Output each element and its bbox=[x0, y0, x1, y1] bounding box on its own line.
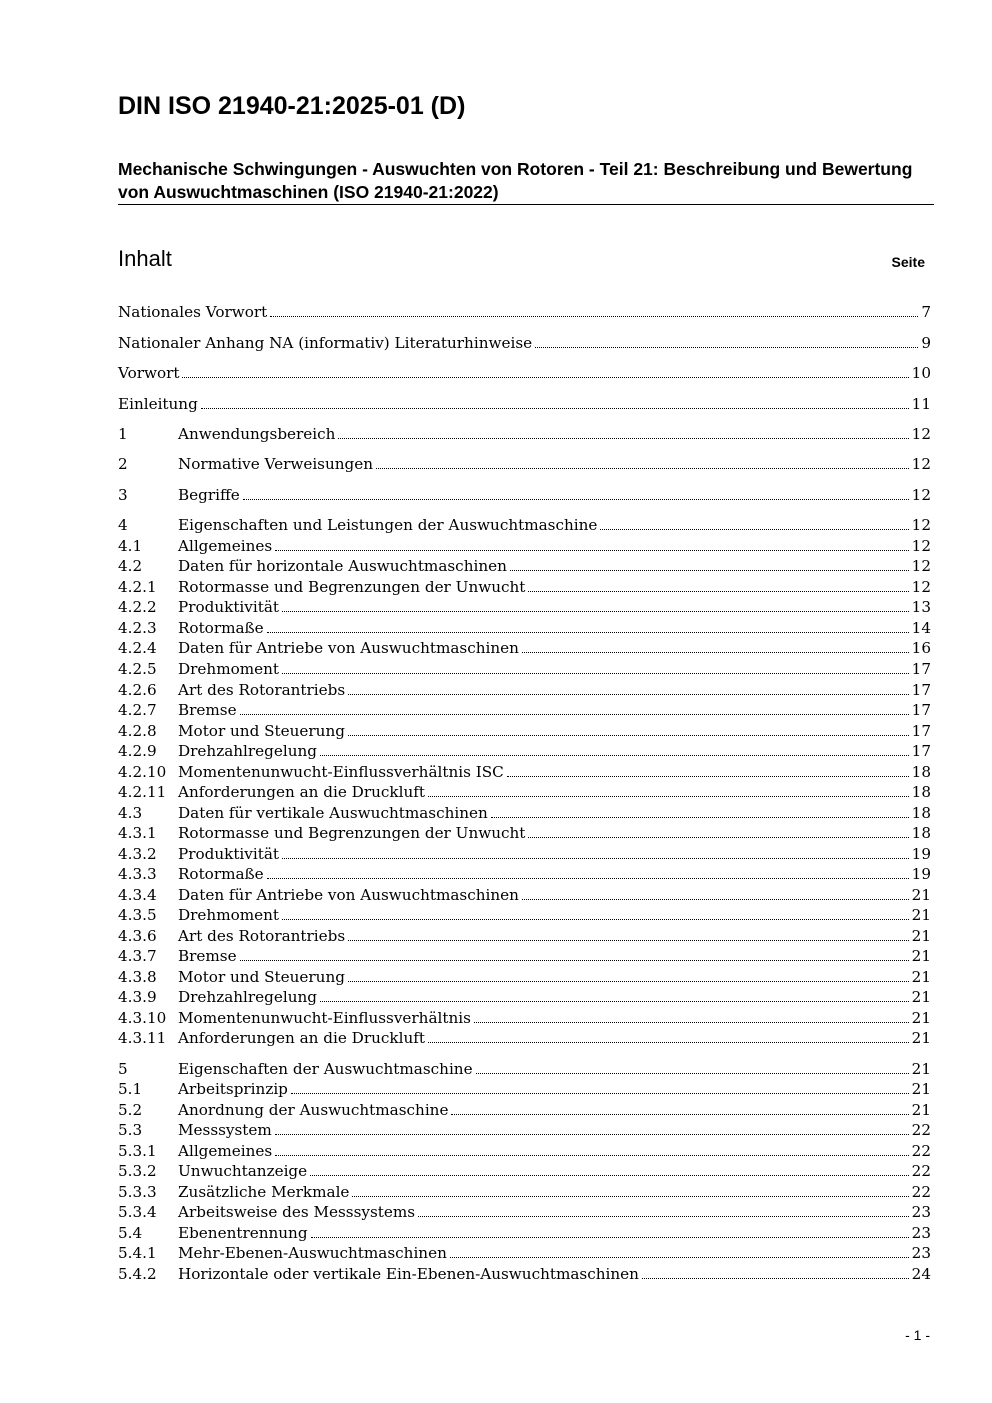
toc-entry-page: 17 bbox=[911, 742, 931, 760]
toc-entry[interactable] bbox=[118, 926, 931, 946]
toc-entry-leader bbox=[240, 959, 909, 961]
toc-entry-title: Unwuchtanzeige bbox=[178, 1162, 308, 1180]
toc-entry-page: 14 bbox=[911, 619, 931, 637]
toc-entry-leader bbox=[642, 1277, 909, 1279]
toc-entry-leader bbox=[507, 775, 909, 777]
toc-entry-page: 21 bbox=[911, 1029, 931, 1047]
toc-entry-title: Drehmoment bbox=[178, 906, 280, 924]
toc-entry-title: Drehzahlregelung bbox=[178, 988, 318, 1006]
toc-entry[interactable] bbox=[118, 1264, 931, 1284]
toc-entry-page: 21 bbox=[911, 1080, 931, 1098]
toc-entry-number: 4.2.8 bbox=[118, 722, 157, 740]
toc-entry-leader bbox=[428, 1041, 909, 1043]
toc-entry-number: 4.2.5 bbox=[118, 660, 157, 678]
toc-entry-title: Ebenentrennung bbox=[178, 1224, 308, 1242]
toc-entry-leader bbox=[243, 498, 909, 500]
toc-entry-leader bbox=[310, 1174, 909, 1176]
toc-entry-number: 5.3.1 bbox=[118, 1142, 157, 1160]
toc-entry-page: 19 bbox=[911, 865, 931, 883]
toc-entry[interactable] bbox=[118, 864, 931, 884]
toc-entry-number: 4.3.9 bbox=[118, 988, 157, 1006]
toc-entry-number: 3 bbox=[118, 486, 128, 504]
toc-entry-page: 19 bbox=[911, 845, 931, 863]
toc-entry-title: Nationales Vorwort bbox=[118, 303, 268, 321]
toc-entry[interactable] bbox=[118, 680, 931, 700]
toc-entry-leader bbox=[600, 528, 908, 530]
toc-entry[interactable] bbox=[118, 1161, 931, 1181]
toc-entry-page: 12 bbox=[911, 425, 931, 443]
toc-entry-number: 4.3 bbox=[118, 804, 143, 822]
toc-entry-number: 4.3.3 bbox=[118, 865, 157, 883]
title-divider bbox=[118, 204, 934, 205]
toc-entry-title: Momentenunwucht-Einflussverhältnis ISC bbox=[178, 763, 504, 781]
toc-entry[interactable] bbox=[118, 1182, 931, 1202]
toc-entry-number: 4.2.9 bbox=[118, 742, 157, 760]
toc-entry-page: 17 bbox=[911, 660, 931, 678]
toc-entry-number: 4.2.7 bbox=[118, 701, 157, 719]
toc-entry-number: 2 bbox=[118, 455, 128, 473]
toc-entry-leader bbox=[275, 1133, 909, 1135]
toc-entry-title: Rotormaße bbox=[178, 865, 264, 883]
toc-entry-page: 21 bbox=[911, 927, 931, 945]
toc-entry-leader bbox=[476, 1072, 909, 1074]
toc-entry-page: 21 bbox=[911, 1060, 931, 1078]
toc-entry-title: Zusätzliche Merkmale bbox=[178, 1183, 350, 1201]
toc-entry-page: 18 bbox=[911, 824, 931, 842]
toc-entry-title: Begriffe bbox=[178, 486, 240, 504]
toc-entry[interactable] bbox=[118, 885, 931, 905]
toc-entry-leader bbox=[451, 1113, 908, 1115]
toc-entry-title: Art des Rotorantriebs bbox=[178, 681, 346, 699]
toc-entry-leader bbox=[338, 437, 908, 439]
toc-entry-page: 22 bbox=[911, 1162, 931, 1180]
toc-entry-leader bbox=[291, 1092, 909, 1094]
toc-entry-title: Daten für horizontale Auswuchtmaschinen bbox=[178, 557, 507, 575]
toc-entry-page: 18 bbox=[911, 763, 931, 781]
toc-entry-leader bbox=[240, 713, 909, 715]
toc-entry-number: 4.3.6 bbox=[118, 927, 157, 945]
toc-entry-leader bbox=[282, 857, 909, 859]
toc-entry[interactable] bbox=[118, 1202, 931, 1222]
toc-entry-leader bbox=[201, 407, 909, 409]
document-subtitle: Mechanische Schwingungen - Auswuchten von Rotoren - Teil 21: Beschreibung und Bewertung von Auswuchtmaschinen (ISO 21940-21:2022) bbox=[118, 159, 913, 202]
toc-entry[interactable] bbox=[118, 741, 931, 761]
toc-entry-page: 18 bbox=[911, 783, 931, 801]
toc-entry-page: 21 bbox=[911, 947, 931, 965]
toc-entry-leader bbox=[267, 631, 909, 633]
toc-entry-number: 1 bbox=[118, 425, 128, 443]
toc-entry-leader bbox=[348, 734, 909, 736]
toc-entry-number: 4.3.5 bbox=[118, 906, 157, 924]
toc-entry-page: 12 bbox=[911, 486, 931, 504]
toc-entry[interactable] bbox=[118, 1079, 931, 1099]
toc-entry[interactable] bbox=[118, 823, 931, 843]
toc-entry-title: Produktivität bbox=[178, 845, 279, 863]
toc-entry-leader bbox=[418, 1215, 909, 1217]
toc-entry-title: Daten für Antriebe von Auswuchtmaschinen bbox=[178, 639, 519, 657]
toc-entry-leader bbox=[282, 918, 909, 920]
toc-entry-number: 5.4.1 bbox=[118, 1244, 157, 1262]
toc-entry-title: Motor und Steuerung bbox=[178, 722, 345, 740]
toc-entry-number: 4.3.1 bbox=[118, 824, 157, 842]
toc-entry-number: 4.3.10 bbox=[118, 1009, 167, 1027]
toc-entry-page: 16 bbox=[911, 639, 931, 657]
toc-entry-title: Daten für Antriebe von Auswuchtmaschinen bbox=[178, 886, 519, 904]
toc-entry-leader bbox=[528, 590, 908, 592]
toc-entry-leader bbox=[376, 467, 909, 469]
document-title: DIN ISO 21940-21:2025-01 (D) bbox=[118, 92, 466, 120]
toc-entry-page: 12 bbox=[911, 578, 931, 596]
toc-entry-page: 18 bbox=[911, 804, 931, 822]
toc-entry-title: Vorwort bbox=[118, 364, 180, 382]
toc-entry-page: 12 bbox=[911, 516, 931, 534]
toc-entry-title: Momentenunwucht-Einflussverhältnis bbox=[178, 1009, 471, 1027]
toc-entry[interactable] bbox=[118, 302, 931, 322]
toc-entry-number: 4.3.7 bbox=[118, 947, 157, 965]
toc-entry-title: Anforderungen an die Druckluft bbox=[178, 783, 425, 801]
toc-entry[interactable] bbox=[118, 556, 931, 576]
toc-entry-number: 4.2.4 bbox=[118, 639, 157, 657]
toc-entry-number: 5.2 bbox=[118, 1101, 143, 1119]
toc-entry-page: 11 bbox=[911, 395, 931, 413]
toc-entry-title: Eigenschaften und Leistungen der Auswuchtmaschine bbox=[178, 516, 598, 534]
toc-entry-page: 21 bbox=[911, 988, 931, 1006]
toc-entry[interactable] bbox=[118, 987, 931, 1007]
toc-entry-number: 4.2.10 bbox=[118, 763, 167, 781]
toc-entry[interactable] bbox=[118, 803, 931, 823]
toc-entry[interactable] bbox=[118, 1028, 931, 1048]
toc-entry-leader bbox=[428, 795, 909, 797]
toc-entry-number: 4.2 bbox=[118, 557, 143, 575]
toc-entry-title: Allgemeines bbox=[178, 1142, 273, 1160]
toc-entry[interactable] bbox=[118, 424, 931, 444]
toc-entry-number: 4.1 bbox=[118, 537, 143, 555]
toc-entry-page: 13 bbox=[911, 598, 931, 616]
toc-entry[interactable] bbox=[118, 536, 931, 556]
toc-entry-number: 4.2.11 bbox=[118, 783, 167, 801]
toc-entry[interactable] bbox=[118, 905, 931, 925]
toc-entry-number: 4.2.1 bbox=[118, 578, 157, 596]
toc-entry-title: Mehr-Ebenen-Auswuchtmaschinen bbox=[178, 1244, 447, 1262]
toc-entry-title: Arbeitsprinzip bbox=[178, 1080, 288, 1098]
toc-entry[interactable] bbox=[118, 577, 931, 597]
toc-entry-title: Rotormasse und Begrenzungen der Unwucht bbox=[178, 578, 526, 596]
toc-entry-leader bbox=[348, 939, 909, 941]
toc-entry-page: 17 bbox=[911, 681, 931, 699]
toc-entry-leader bbox=[522, 898, 909, 900]
toc-entry[interactable] bbox=[118, 721, 931, 741]
toc-entry-leader bbox=[528, 836, 908, 838]
toc-entry-title: Art des Rotorantriebs bbox=[178, 927, 346, 945]
toc-entry[interactable] bbox=[118, 844, 931, 864]
toc-entry-leader bbox=[267, 877, 909, 879]
toc-entry-title: Normative Verweisungen bbox=[178, 455, 374, 473]
toc-entry[interactable] bbox=[118, 638, 931, 658]
toc-entry-leader bbox=[348, 693, 909, 695]
toc-entry-page: 22 bbox=[911, 1121, 931, 1139]
toc-entry[interactable] bbox=[118, 1243, 931, 1263]
toc-entry[interactable] bbox=[118, 967, 931, 987]
toc-entry-leader bbox=[270, 315, 918, 317]
toc-entry-page: 22 bbox=[911, 1142, 931, 1160]
toc-entry[interactable] bbox=[118, 1100, 931, 1120]
toc-entry[interactable] bbox=[118, 515, 931, 535]
toc-entry-title: Daten für vertikale Auswuchtmaschinen bbox=[178, 804, 488, 822]
toc-entry-page: 21 bbox=[911, 886, 931, 904]
toc-entry[interactable] bbox=[118, 1059, 931, 1079]
toc-entry-page: 12 bbox=[911, 557, 931, 575]
toc-entry-title: Eigenschaften der Auswuchtmaschine bbox=[178, 1060, 473, 1078]
toc-entry[interactable] bbox=[118, 618, 931, 638]
toc-entry-title: Einleitung bbox=[118, 395, 198, 413]
toc-entry-leader bbox=[275, 549, 908, 551]
toc-entry-title: Bremse bbox=[178, 947, 237, 965]
toc-entry-title: Drehmoment bbox=[178, 660, 280, 678]
toc-entry-number: 5.4 bbox=[118, 1224, 143, 1242]
toc-entry-number: 4.2.6 bbox=[118, 681, 157, 699]
toc-entry-title: Bremse bbox=[178, 701, 237, 719]
toc-entry-title: Nationaler Anhang NA (informativ) Literaturhinweise bbox=[118, 334, 533, 352]
toc-entry-page: 21 bbox=[911, 906, 931, 924]
toc-entry-leader bbox=[450, 1256, 909, 1258]
toc-entry-title: Arbeitsweise des Messsystems bbox=[178, 1203, 416, 1221]
toc-entry[interactable] bbox=[118, 782, 931, 802]
toc-entry[interactable] bbox=[118, 1141, 931, 1161]
toc-entry-title: Produktivität bbox=[178, 598, 279, 616]
toc-entry-number: 4.3.8 bbox=[118, 968, 157, 986]
toc-entry-page: 12 bbox=[911, 455, 931, 473]
toc-entry-title: Horizontale oder vertikale Ein-Ebenen-Auswuchtmaschinen bbox=[178, 1265, 639, 1283]
toc-entry-leader bbox=[320, 1000, 909, 1002]
toc-entry-number: 4.3.4 bbox=[118, 886, 157, 904]
toc-entry[interactable] bbox=[118, 659, 931, 679]
toc-heading: Inhalt bbox=[118, 246, 172, 271]
toc-entry-leader bbox=[474, 1021, 909, 1023]
toc-entry[interactable] bbox=[118, 1223, 931, 1243]
toc-entry-number: 4.2.2 bbox=[118, 598, 157, 616]
toc-entry[interactable] bbox=[118, 333, 931, 353]
toc-entry-number: 5.4.2 bbox=[118, 1265, 157, 1283]
toc-entry-page: 17 bbox=[911, 701, 931, 719]
toc-entry-page: 21 bbox=[911, 1101, 931, 1119]
toc-entry-number: 4.3.11 bbox=[118, 1029, 167, 1047]
toc-entry[interactable] bbox=[118, 597, 931, 617]
toc-entry-number: 5.1 bbox=[118, 1080, 143, 1098]
toc-entry-leader bbox=[348, 980, 909, 982]
toc-entry-page: 7 bbox=[921, 303, 931, 321]
toc-entry-number: 5.3 bbox=[118, 1121, 143, 1139]
toc-entry[interactable] bbox=[118, 363, 931, 383]
toc-entry-leader bbox=[535, 346, 918, 348]
toc-entry-leader bbox=[182, 376, 908, 378]
toc-entry-leader bbox=[282, 610, 909, 612]
page-column-label: Seite bbox=[891, 254, 925, 270]
toc-entry-title: Anordnung der Auswuchtmaschine bbox=[178, 1101, 449, 1119]
toc-entry-page: 23 bbox=[911, 1203, 931, 1221]
toc-entry-number: 5.3.4 bbox=[118, 1203, 157, 1221]
toc-entry-title: Anwendungsbereich bbox=[178, 425, 336, 443]
toc-entry-title: Drehzahlregelung bbox=[178, 742, 318, 760]
toc-entry[interactable] bbox=[118, 394, 931, 414]
toc-entry-leader bbox=[352, 1195, 908, 1197]
toc-entry[interactable] bbox=[118, 1008, 931, 1028]
toc-entry-title: Rotormaße bbox=[178, 619, 264, 637]
toc-entry-leader bbox=[311, 1236, 909, 1238]
toc-entry-page: 17 bbox=[911, 722, 931, 740]
toc-entry-page: 24 bbox=[911, 1265, 931, 1283]
toc-entry-number: 5.3.3 bbox=[118, 1183, 157, 1201]
toc-entry-page: 10 bbox=[911, 364, 931, 382]
toc-entry-leader bbox=[320, 754, 909, 756]
toc-entry-number: 5 bbox=[118, 1060, 128, 1078]
toc-entry-page: 22 bbox=[911, 1183, 931, 1201]
toc-entry-title: Anforderungen an die Druckluft bbox=[178, 1029, 425, 1047]
toc-entry-leader bbox=[491, 816, 909, 818]
toc-entry[interactable] bbox=[118, 762, 931, 782]
toc-entry-page: 21 bbox=[911, 968, 931, 986]
toc-entry-number: 4.3.2 bbox=[118, 845, 157, 863]
toc-entry-page: 23 bbox=[911, 1244, 931, 1262]
toc-entry-leader bbox=[275, 1154, 908, 1156]
toc-entry-page: 21 bbox=[911, 1009, 931, 1027]
toc-entry-title: Messsystem bbox=[178, 1121, 272, 1139]
toc-entry-title: Motor und Steuerung bbox=[178, 968, 345, 986]
toc-entry-leader bbox=[522, 651, 909, 653]
toc-entry-page: 9 bbox=[921, 334, 931, 352]
toc-entry-number: 5.3.2 bbox=[118, 1162, 157, 1180]
toc-entry-title: Allgemeines bbox=[178, 537, 273, 555]
toc-entry[interactable] bbox=[118, 700, 931, 720]
toc-entry[interactable] bbox=[118, 454, 931, 474]
toc-entry-title: Rotormasse und Begrenzungen der Unwucht bbox=[178, 824, 526, 842]
toc-entry-leader bbox=[510, 569, 909, 571]
toc-entry-leader bbox=[282, 672, 909, 674]
toc-entry[interactable] bbox=[118, 1120, 931, 1140]
footer-page-number: - 1 - bbox=[905, 1327, 930, 1343]
toc-entry-page: 12 bbox=[911, 537, 931, 555]
toc-entry[interactable] bbox=[118, 946, 931, 966]
toc-entry-number: 4 bbox=[118, 516, 128, 534]
toc-entry[interactable] bbox=[118, 485, 931, 505]
toc-entry-page: 23 bbox=[911, 1224, 931, 1242]
toc-entry-number: 4.2.3 bbox=[118, 619, 157, 637]
